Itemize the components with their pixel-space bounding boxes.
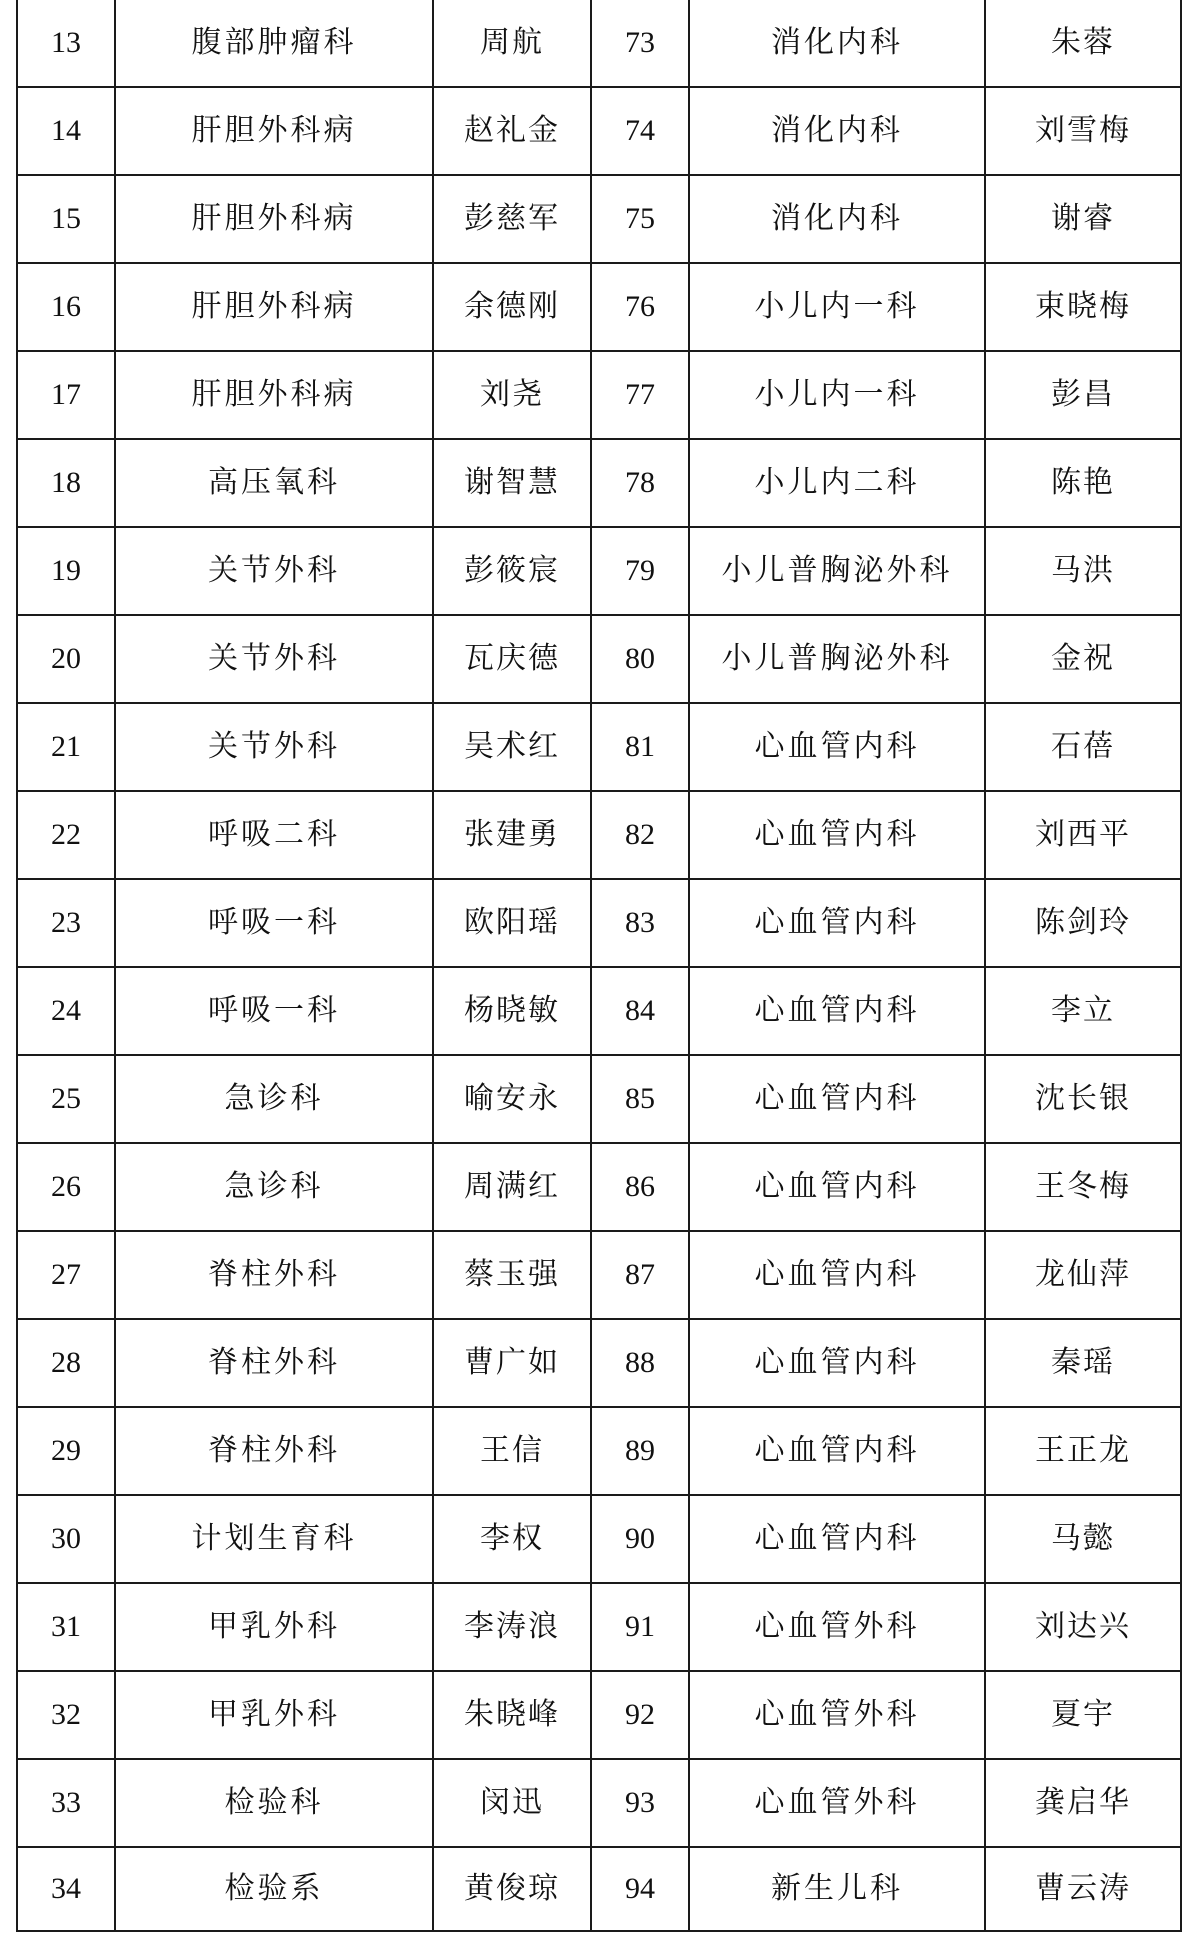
left-number-cell: 31 <box>17 1583 115 1671</box>
right-department-cell: 心血管内科 <box>689 1407 985 1495</box>
right-number-cell: 75 <box>591 175 689 263</box>
right-department-cell: 小儿普胸泌外科 <box>689 615 985 703</box>
right-name-cell: 马懿 <box>985 1495 1181 1583</box>
document-page <box>16 0 1180 1932</box>
right-number-cell: 93 <box>591 1759 689 1847</box>
left-department-cell: 肝胆外科病 <box>115 263 433 351</box>
left-department-cell: 甲乳外科 <box>115 1583 433 1671</box>
left-number-cell: 34 <box>17 1847 115 1931</box>
left-name-cell: 朱晓峰 <box>433 1671 591 1759</box>
left-name-cell: 黄俊琼 <box>433 1847 591 1931</box>
table-row <box>17 87 1181 175</box>
left-name-cell: 彭筱宸 <box>433 527 591 615</box>
right-name-cell: 李立 <box>985 967 1181 1055</box>
left-department-cell: 急诊科 <box>115 1055 433 1143</box>
left-department-cell: 关节外科 <box>115 615 433 703</box>
left-name-cell: 余德刚 <box>433 263 591 351</box>
right-number-cell: 91 <box>591 1583 689 1671</box>
right-name-cell: 秦瑶 <box>985 1319 1181 1407</box>
left-department-cell: 脊柱外科 <box>115 1319 433 1407</box>
right-department-cell: 心血管内科 <box>689 703 985 791</box>
left-name-cell: 李涛浪 <box>433 1583 591 1671</box>
left-name-cell: 谢智慧 <box>433 439 591 527</box>
table-row <box>17 1847 1181 1931</box>
left-department-cell: 关节外科 <box>115 527 433 615</box>
left-name-cell: 杨晓敏 <box>433 967 591 1055</box>
right-name-cell: 夏宇 <box>985 1671 1181 1759</box>
left-number-cell: 22 <box>17 791 115 879</box>
right-name-cell: 刘西平 <box>985 791 1181 879</box>
left-number-cell: 27 <box>17 1231 115 1319</box>
right-name-cell: 谢睿 <box>985 175 1181 263</box>
left-department-cell: 甲乳外科 <box>115 1671 433 1759</box>
right-name-cell: 沈长银 <box>985 1055 1181 1143</box>
table-row <box>17 1495 1181 1583</box>
left-number-cell: 30 <box>17 1495 115 1583</box>
right-number-cell: 84 <box>591 967 689 1055</box>
right-number-cell: 77 <box>591 351 689 439</box>
left-name-cell: 喻安永 <box>433 1055 591 1143</box>
right-department-cell: 心血管内科 <box>689 1319 985 1407</box>
right-name-cell: 朱蓉 <box>985 0 1181 87</box>
right-name-cell: 陈剑玲 <box>985 879 1181 967</box>
right-number-cell: 74 <box>591 87 689 175</box>
right-department-cell: 小儿内一科 <box>689 351 985 439</box>
left-name-cell: 王信 <box>433 1407 591 1495</box>
left-department-cell: 脊柱外科 <box>115 1231 433 1319</box>
right-name-cell: 龚启华 <box>985 1759 1181 1847</box>
right-number-cell: 82 <box>591 791 689 879</box>
right-name-cell: 王正龙 <box>985 1407 1181 1495</box>
left-number-cell: 26 <box>17 1143 115 1231</box>
left-name-cell: 闵迅 <box>433 1759 591 1847</box>
right-department-cell: 小儿内二科 <box>689 439 985 527</box>
left-number-cell: 24 <box>17 967 115 1055</box>
left-name-cell: 吴术红 <box>433 703 591 791</box>
table-row <box>17 439 1181 527</box>
left-number-cell: 20 <box>17 615 115 703</box>
right-number-cell: 81 <box>591 703 689 791</box>
left-department-cell: 检验科 <box>115 1759 433 1847</box>
right-department-cell: 心血管内科 <box>689 967 985 1055</box>
left-number-cell: 25 <box>17 1055 115 1143</box>
right-name-cell: 金祝 <box>985 615 1181 703</box>
right-name-cell: 龙仙萍 <box>985 1231 1181 1319</box>
left-number-cell: 17 <box>17 351 115 439</box>
table-row <box>17 703 1181 791</box>
right-name-cell: 曹云涛 <box>985 1847 1181 1931</box>
left-name-cell: 张建勇 <box>433 791 591 879</box>
right-number-cell: 89 <box>591 1407 689 1495</box>
right-department-cell: 消化内科 <box>689 175 985 263</box>
right-department-cell: 心血管内科 <box>689 879 985 967</box>
left-name-cell: 周航 <box>433 0 591 87</box>
left-department-cell: 呼吸二科 <box>115 791 433 879</box>
left-department-cell: 肝胆外科病 <box>115 175 433 263</box>
right-name-cell: 束晓梅 <box>985 263 1181 351</box>
left-department-cell: 关节外科 <box>115 703 433 791</box>
right-department-cell: 心血管外科 <box>689 1583 985 1671</box>
physician-roster-table <box>16 0 1182 1932</box>
table-row <box>17 615 1181 703</box>
left-department-cell: 呼吸一科 <box>115 879 433 967</box>
right-department-cell: 心血管外科 <box>689 1671 985 1759</box>
left-department-cell: 脊柱外科 <box>115 1407 433 1495</box>
table-row <box>17 1319 1181 1407</box>
right-number-cell: 78 <box>591 439 689 527</box>
right-number-cell: 80 <box>591 615 689 703</box>
right-name-cell: 石蓓 <box>985 703 1181 791</box>
roster-body <box>17 0 1181 1931</box>
right-department-cell: 消化内科 <box>689 87 985 175</box>
right-department-cell: 心血管内科 <box>689 791 985 879</box>
right-number-cell: 87 <box>591 1231 689 1319</box>
right-number-cell: 76 <box>591 263 689 351</box>
right-number-cell: 73 <box>591 0 689 87</box>
table-row <box>17 1759 1181 1847</box>
right-department-cell: 心血管内科 <box>689 1495 985 1583</box>
left-number-cell: 28 <box>17 1319 115 1407</box>
left-number-cell: 32 <box>17 1671 115 1759</box>
right-department-cell: 心血管外科 <box>689 1759 985 1847</box>
table-row <box>17 879 1181 967</box>
right-name-cell: 马洪 <box>985 527 1181 615</box>
table-row <box>17 1055 1181 1143</box>
left-number-cell: 33 <box>17 1759 115 1847</box>
left-department-cell: 肝胆外科病 <box>115 87 433 175</box>
table-row <box>17 1671 1181 1759</box>
left-name-cell: 赵礼金 <box>433 87 591 175</box>
left-department-cell: 肝胆外科病 <box>115 351 433 439</box>
table-row <box>17 351 1181 439</box>
right-department-cell: 小儿普胸泌外科 <box>689 527 985 615</box>
table-row <box>17 0 1181 87</box>
right-department-cell: 心血管内科 <box>689 1055 985 1143</box>
table-row <box>17 1231 1181 1319</box>
table-row <box>17 1407 1181 1495</box>
right-department-cell: 心血管内科 <box>689 1143 985 1231</box>
right-number-cell: 94 <box>591 1847 689 1931</box>
table-row <box>17 791 1181 879</box>
left-name-cell: 刘尧 <box>433 351 591 439</box>
left-name-cell: 欧阳瑶 <box>433 879 591 967</box>
left-number-cell: 19 <box>17 527 115 615</box>
left-name-cell: 曹广如 <box>433 1319 591 1407</box>
right-number-cell: 92 <box>591 1671 689 1759</box>
right-name-cell: 彭昌 <box>985 351 1181 439</box>
right-name-cell: 陈艳 <box>985 439 1181 527</box>
right-number-cell: 85 <box>591 1055 689 1143</box>
left-number-cell: 29 <box>17 1407 115 1495</box>
table-row <box>17 967 1181 1055</box>
right-number-cell: 90 <box>591 1495 689 1583</box>
right-number-cell: 86 <box>591 1143 689 1231</box>
right-number-cell: 79 <box>591 527 689 615</box>
left-number-cell: 14 <box>17 87 115 175</box>
right-number-cell: 88 <box>591 1319 689 1407</box>
left-department-cell: 高压氧科 <box>115 439 433 527</box>
left-name-cell: 彭慈军 <box>433 175 591 263</box>
table-row <box>17 527 1181 615</box>
table-row <box>17 1143 1181 1231</box>
right-name-cell: 刘达兴 <box>985 1583 1181 1671</box>
left-number-cell: 21 <box>17 703 115 791</box>
table-row <box>17 175 1181 263</box>
right-number-cell: 83 <box>591 879 689 967</box>
left-department-cell: 检验系 <box>115 1847 433 1931</box>
left-department-cell: 急诊科 <box>115 1143 433 1231</box>
right-name-cell: 刘雪梅 <box>985 87 1181 175</box>
left-number-cell: 23 <box>17 879 115 967</box>
table-row <box>17 1583 1181 1671</box>
right-department-cell: 心血管内科 <box>689 1231 985 1319</box>
right-department-cell: 新生儿科 <box>689 1847 985 1931</box>
right-department-cell: 消化内科 <box>689 0 985 87</box>
left-department-cell: 呼吸一科 <box>115 967 433 1055</box>
table-row <box>17 263 1181 351</box>
left-name-cell: 瓦庆德 <box>433 615 591 703</box>
left-name-cell: 李权 <box>433 1495 591 1583</box>
left-name-cell: 周满红 <box>433 1143 591 1231</box>
left-department-cell: 计划生育科 <box>115 1495 433 1583</box>
left-number-cell: 16 <box>17 263 115 351</box>
left-name-cell: 蔡玉强 <box>433 1231 591 1319</box>
left-number-cell: 15 <box>17 175 115 263</box>
left-number-cell: 13 <box>17 0 115 87</box>
left-number-cell: 18 <box>17 439 115 527</box>
right-name-cell: 王冬梅 <box>985 1143 1181 1231</box>
right-department-cell: 小儿内一科 <box>689 263 985 351</box>
left-department-cell: 腹部肿瘤科 <box>115 0 433 87</box>
